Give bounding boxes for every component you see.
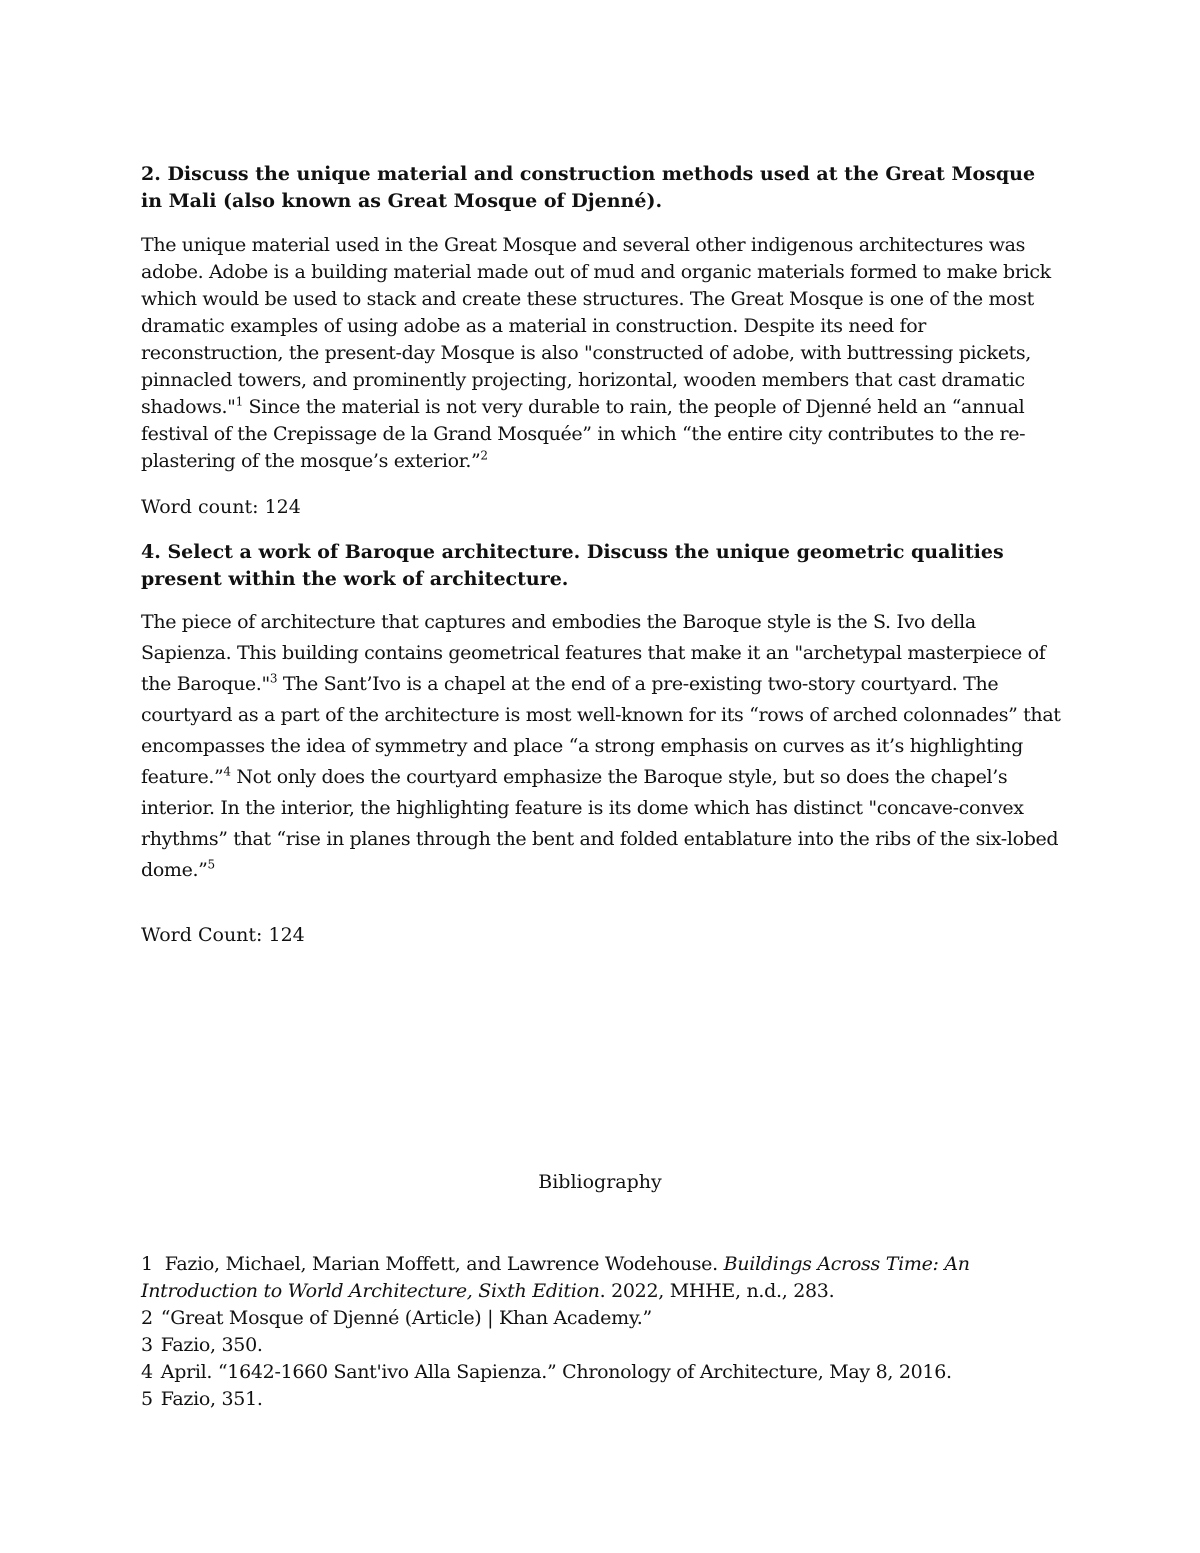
bibliography-entry-1 [141,1251,1061,1305]
footnote-ref-2: 2 [480,448,488,463]
bibliography-title: Bibliography [538,1171,662,1193]
footnote-ref-4: 4 [223,764,231,779]
footnote-ref-1: 1 [235,394,243,409]
bibliography-entry-text: Fazio, 351. [160,1388,263,1410]
bibliography-entry-5 [141,1386,1061,1413]
footnote-ref-3: 3 [269,671,278,686]
bibliography-list [141,1251,1061,1413]
bibliography-entry-text: April. “1642-1660 Sant'ivo Alla Sapienza.” Chronology of Architecture, May 8, 2016. [160,1361,952,1383]
question-2-heading: 2. Discuss the unique material and construction methods used at the Great Mosque in Mali (also known as Great Mosque of Djenné). [141,163,1036,212]
bibliography-entry-number: 3 [141,1334,153,1356]
bibliography-entry-text: Fazio, Michael, Marian Moffett, and Lawrence Wodehouse. [164,1253,724,1275]
question-2-answer [141,232,1066,475]
question-4-heading: 4. Select a work of Baroque architecture. Discuss the unique geometric qualities present within the work of architecture. [141,541,1004,590]
bibliography-entry-text: . 2022, MHHE, n.d., 283. [599,1280,835,1302]
question-4-answer [141,607,1066,886]
question-4-answer-part1: The piece of architecture that captures and embodies the Baroque style is the S. Ivo della Sapienza. This building contains geometrical features that make it an "archetypal masterpiece of the Baroque." [141,611,1046,695]
footnote-ref-5: 5 [207,857,215,872]
bibliography-entry-number: 2 [141,1307,153,1329]
question-4-answer-part2: The Sant’Ivo is a chapel at the end of a pre-existing two-story courtyard. The courtyard as a part of the architecture is most well-known for its “rows of arched colonnades” that encompasses the idea of symmetry and place “a strong emphasis on curves as it’s highlighting feature.” [141,673,1061,788]
bibliography-entry-4 [141,1359,1061,1386]
question-2-word-count: Word count: 124 [141,496,301,518]
question-2-answer-part2: Since the material is not very durable to rain, the people of Djenné held an “annual festival of the Crepissage de la Grand Mosquée” in which “the entire city contributes to the re-plastering of the mosque’s exterior.” [141,396,1026,472]
bibliography-entry-number: 5 [141,1388,153,1410]
bibliography-entry-3 [141,1332,1061,1359]
bibliography-entry-text: “Great Mosque of Djenné (Article) | Khan Academy.” [160,1307,652,1329]
bibliography-entry-number: 4 [141,1361,153,1383]
question-2-answer-part1: The unique material used in the Great Mosque and several other indigenous architectures was adobe. Adobe is a building material made out of mud and organic materials formed to make brick which would be used to stack and create these structures. The Great Mosque is one of the most dramatic examples of using adobe as a material in construction. Despite its need for reconstruction, the present-day Mosque is also "constructed of adobe, with buttressing pickets, pinnacled towers, and prominently projecting, horizontal, wooden members that cast dramatic shadows." [141,234,1051,418]
bibliography-entry-text: Fazio, 350. [160,1334,263,1356]
bibliography-entry-2 [141,1305,1061,1332]
bibliography-entry-title: Buildings Across Time: An Introduction to World Architecture, Sixth Edition [141,1253,970,1302]
question-4-answer-part3: Not only does the courtyard emphasize the Baroque style, but so does the chapel’s interior. In the interior, the highlighting feature is its dome which has distinct "concave-convex rhythms” that “rise in planes through the bent and folded entablature into the ribs of the six-lobed dome.” [141,766,1059,881]
question-4-word-count: Word Count: 124 [141,924,305,946]
bibliography-entry-number: 1 [141,1253,153,1275]
